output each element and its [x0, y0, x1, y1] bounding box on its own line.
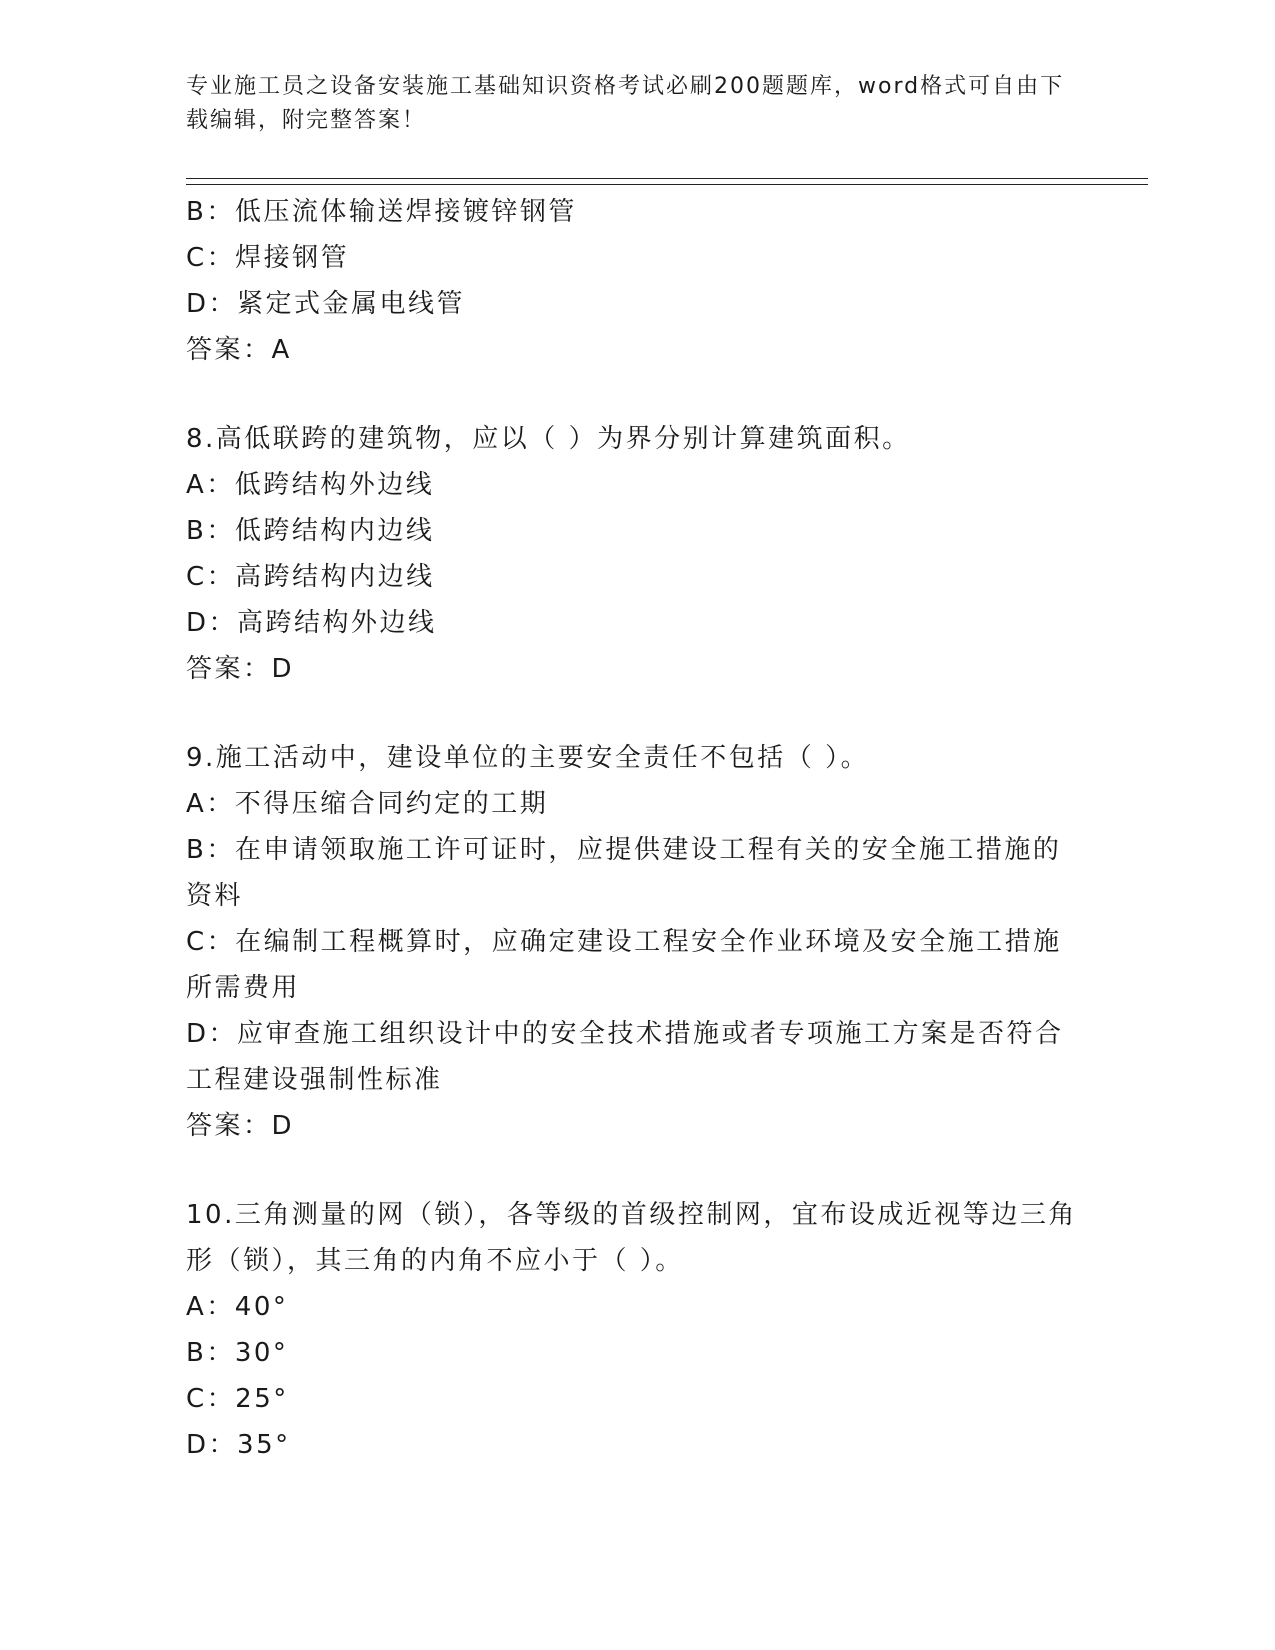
option-d: D：35° — [186, 1430, 291, 1460]
question-stem: 8.高低联跨的建筑物，应以（ ）为界分别计算建筑面积。 — [186, 424, 911, 454]
option-c: C：25° — [186, 1384, 289, 1414]
option-d: D：紧定式金属电线管 — [186, 289, 466, 319]
header-divider-bottom — [186, 184, 1148, 185]
question-stem: 10.三角测量的网（锁），各等级的首级控制网，宜布设成近视等边三角形（锁），其三角的内角不应小于（ ）。 — [186, 1200, 1077, 1276]
question-stem: 9.施工活动中，建设单位的主要安全责任不包括（ ）。 — [186, 743, 870, 773]
option-b: B：低跨结构内边线 — [186, 516, 435, 546]
option-b: B：在申请领取施工许可证时，应提供建设工程有关的安全施工措施的资料 — [186, 835, 1062, 911]
option-a: A：不得压缩合同约定的工期 — [186, 789, 549, 819]
option-a: A：低跨结构外边线 — [186, 470, 435, 500]
question-content — [186, 189, 1086, 1468]
document-header: 专业施工员之设备安装施工基础知识资格考试必刷200题题库，word格式可自由下载编辑，附完整答案！ — [186, 74, 1065, 133]
option-b: B：低压流体输送焊接镀锌钢管 — [186, 197, 577, 227]
answer-line: 答案：D — [186, 654, 295, 684]
option-d: D：应审查施工组织设计中的安全技术措施或者专项施工方案是否符合工程建设强制性标准 — [186, 1019, 1064, 1095]
option-a: A：40° — [186, 1292, 289, 1322]
option-c: C：高跨结构内边线 — [186, 562, 435, 592]
option-d: D：高跨结构外边线 — [186, 608, 437, 638]
answer-line: 答案：D — [186, 1111, 295, 1141]
answer-line: 答案：A — [186, 335, 292, 365]
option-c: C：焊接钢管 — [186, 243, 350, 273]
option-c: C：在编制工程概算时，应确定建设工程安全作业环境及安全施工措施所需费用 — [186, 927, 1062, 1003]
option-b: B：30° — [186, 1338, 289, 1368]
header-divider-top — [186, 178, 1148, 179]
